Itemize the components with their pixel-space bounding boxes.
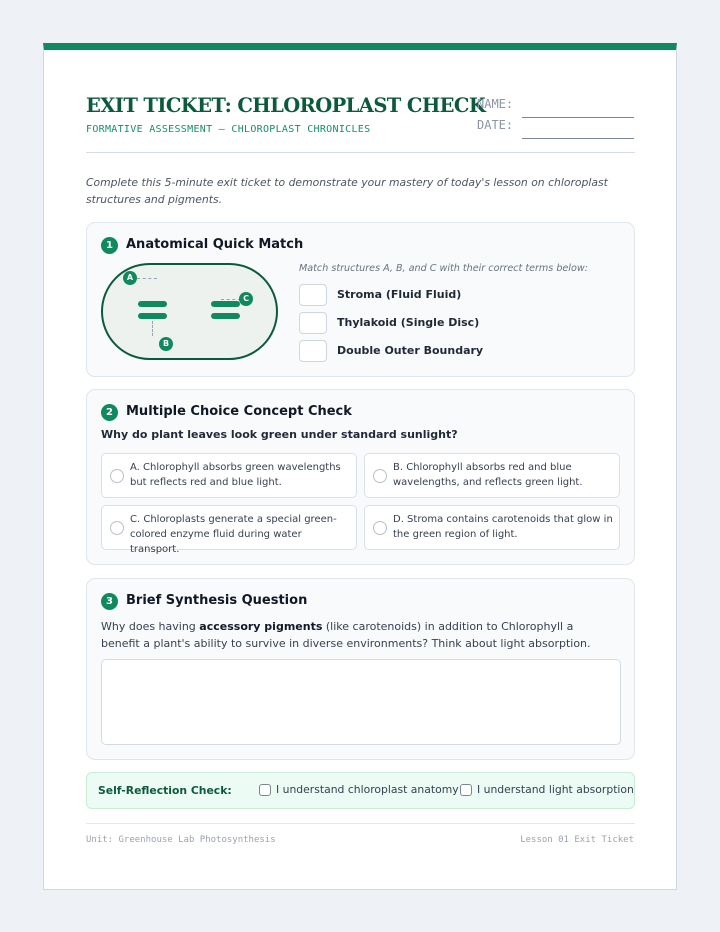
- option-text: C. Chloroplasts generate a special green-colored enzyme fluid during water transport.: [130, 514, 337, 555]
- match-instruction: Match structures A, B, and C with their correct terms below:: [299, 263, 588, 274]
- thylakoid-stack: [211, 313, 240, 319]
- date-label: DATE:: [477, 118, 514, 132]
- synthesis-prompt: [101, 618, 611, 652]
- prompt-emphasis: accessory pigments: [199, 620, 323, 633]
- section-anatomical-match: [86, 222, 635, 377]
- name-label: NAME:: [477, 97, 514, 111]
- checkbox-label: I understand chloroplast anatomy: [276, 783, 459, 796]
- mc-option-c[interactable]: [101, 505, 357, 555]
- match-term: Thylakoid (Single Disc): [337, 316, 480, 329]
- page-subtitle: FORMATIVE ASSESSMENT — CHLOROPLAST CHRONICLES: [86, 124, 371, 135]
- leader-line-b: [152, 321, 153, 336]
- intro-text: Complete this 5-minute exit ticket to demonstrate your mastery of today's lesson on chloroplast structures and pigments.: [86, 176, 608, 206]
- radio-button[interactable]: [110, 521, 124, 535]
- checkbox[interactable]: [259, 784, 271, 796]
- marker-a: A: [123, 271, 137, 285]
- name-input-line[interactable]: [522, 117, 634, 118]
- radio-button[interactable]: [373, 469, 387, 483]
- thylakoid-stack: [138, 313, 167, 319]
- checkbox-label: I understand light absorption: [477, 783, 634, 796]
- match-term: Stroma (Fluid Fluid): [337, 288, 462, 301]
- section-number: 3: [101, 593, 118, 610]
- section-number: 2: [101, 404, 118, 421]
- match-answer-box[interactable]: [299, 284, 327, 306]
- date-field: [477, 118, 513, 132]
- section-number: 1: [101, 237, 118, 254]
- footer-divider: [86, 823, 635, 824]
- thylakoid-stack: [138, 301, 167, 307]
- section-synthesis: [86, 578, 635, 760]
- mc-question: Why do plant leaves look green under standard sunlight?: [101, 428, 458, 441]
- name-field: [477, 97, 513, 111]
- section-title: Anatomical Quick Match: [126, 237, 304, 252]
- mc-option-d[interactable]: [364, 505, 620, 550]
- section-title: Multiple Choice Concept Check: [126, 404, 352, 419]
- chloroplast-diagram: [101, 263, 278, 360]
- thylakoid-stack: [211, 301, 240, 307]
- radio-button[interactable]: [110, 469, 124, 483]
- self-reflection-bar: [86, 772, 635, 809]
- date-input-line[interactable]: [522, 138, 634, 139]
- prompt-text: Why does having: [101, 620, 200, 633]
- section-title: Brief Synthesis Question: [126, 593, 308, 608]
- prompt-text: (like carotenoids) in addition to Chlorophyll a benefit a plant's ability to survive in diverse environments? Think about light absorption.: [101, 620, 591, 650]
- radio-button[interactable]: [373, 521, 387, 535]
- header-divider: [86, 152, 635, 153]
- option-text: A. Chlorophyll absorbs green wavelengths but reflects red and blue light.: [130, 462, 341, 488]
- reflection-label: Self-Reflection Check:: [98, 784, 232, 797]
- leader-line-a: [137, 278, 157, 279]
- mc-option-b[interactable]: [364, 453, 620, 498]
- footer-unit: Unit: Greenhouse Lab Photosynthesis: [86, 835, 276, 845]
- leader-line-c: [221, 299, 241, 300]
- footer-lesson: Lesson 01 Exit Ticket: [520, 835, 634, 845]
- option-text: B. Chlorophyll absorbs red and blue wavelengths, and reflects green light.: [393, 462, 583, 488]
- section-multiple-choice: [86, 389, 635, 565]
- match-answer-box[interactable]: [299, 340, 327, 362]
- checkbox[interactable]: [460, 784, 472, 796]
- marker-b: B: [159, 337, 173, 351]
- page-title: EXIT TICKET: CHLOROPLAST CHECK: [86, 94, 486, 117]
- match-answer-box[interactable]: [299, 312, 327, 334]
- mc-option-a[interactable]: [101, 453, 357, 498]
- answer-textarea[interactable]: [101, 659, 621, 745]
- option-text: D. Stroma contains carotenoids that glow in the green region of light.: [393, 514, 613, 540]
- marker-c: C: [239, 292, 253, 306]
- match-term: Double Outer Boundary: [337, 344, 484, 357]
- worksheet-page: [43, 43, 677, 890]
